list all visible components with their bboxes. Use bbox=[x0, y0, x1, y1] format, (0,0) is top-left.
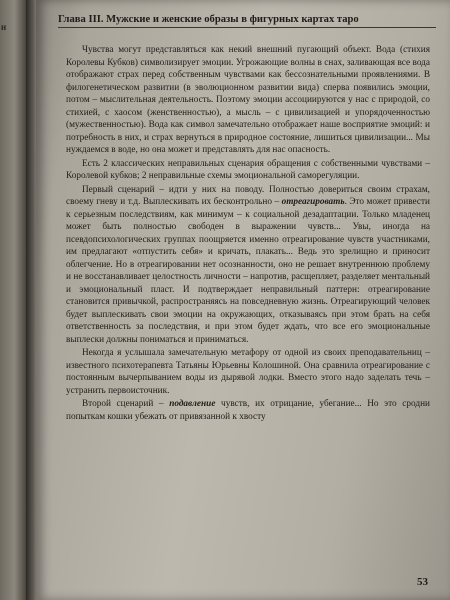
paragraph-text: . Это может привести к серьезным последствиям, как минимум – к социальной дезадаптации. Только младенец может быть полностью свободен в выражении чувств... Увы, иногда на псевдопсихологических группах поощряется именно отреагирование чувств участниками, им предлагают «отпустить себя» и кричать, плакать... Ведь это зрелищно и приносит облегчение. Но в отреагировании нет осознанности, оно не решает внутреннюю проблему и не восстанавливает целостность личности – напротив, расщепляет, разделяет ментальный и эмоциональный пласт. И подтверждает неправильный паттерн: отреагирование становится привычкой, распространяясь на повседневную жизнь. Отреагирующий человек будет выплескивать свои эмоции на окружающих, отказываясь при этом брать на себя ответственность за последствия, и при этом будет ждать, что все его эмоциональные выплески должны пониматься и приниматься. bbox=[66, 197, 430, 345]
running-head: Глава III. Мужские и женские образы в фигурных картах таро bbox=[58, 14, 436, 28]
paragraph-text: Есть 2 классических неправильных сценария обращения с собственными чувствами – Королевой кубков; 2 неправильные схемы эмоциональной саморегуляции. bbox=[66, 158, 430, 181]
paragraph-text: Чувства могут представляться как некий внешний пугающий объект. Вода (стихия Королевы Кубков) символизирует эмоции. Угрожающие волны в снах, заливающая все вода отображают страх перед собственным чувствами как бессознательными проявлениями. В филогенетическом развитии (в эволюционном развитии вида) сперва появились эмоции, потом – мыслительная деятельность. Поэтому эмоции ассоциируются у нас с природой, со стихией, с хаосом (женственностью), а мысль – с цивилизацией и упорядоченностью (мужественностью). Вода как символ замечательно отображает наше восприятие эмоций: и потребность в них, и страх вернуться в природное состояние, лишиться цивилизации... Мы нуждаемся в воде, но она может и представлять для нас опасность. bbox=[66, 45, 430, 155]
paragraph bbox=[66, 347, 430, 397]
emphasized-term: отреагировать bbox=[281, 197, 345, 207]
paragraph bbox=[66, 398, 430, 423]
paragraph bbox=[66, 158, 430, 183]
previous-page bbox=[0, 0, 26, 600]
page-body bbox=[66, 44, 430, 424]
paragraph bbox=[66, 44, 430, 157]
paragraph-text: Второй сценарий – bbox=[82, 399, 170, 409]
emphasized-term: подавление bbox=[169, 399, 216, 409]
page-number: 53 bbox=[417, 576, 428, 588]
previous-page-text: н bbox=[1, 22, 7, 32]
paragraph-text: Первый сценарий – идти у них на поводу. Полностью довериться своим страхам, своему гневу и т.д. Выплескивать их бесконтрольно – bbox=[66, 184, 430, 207]
paragraph-text: Некогда я услышала замечательную метафору от одной из своих преподавательниц – известного психотерапевта Татьяны Юрьевны Колошиной. Она сравнила отреагирование с постоянным вычерпыванием воды из дырявой лодки. Вместо этого надо заделать течь – устранить первоисточник. bbox=[66, 348, 430, 396]
paragraph bbox=[66, 184, 430, 347]
paragraph-text: чувств, их отрицание, убегание... Но это сродни попыткам кошки убежать от привязанной к хвосту bbox=[66, 399, 430, 422]
book-page bbox=[36, 0, 450, 600]
